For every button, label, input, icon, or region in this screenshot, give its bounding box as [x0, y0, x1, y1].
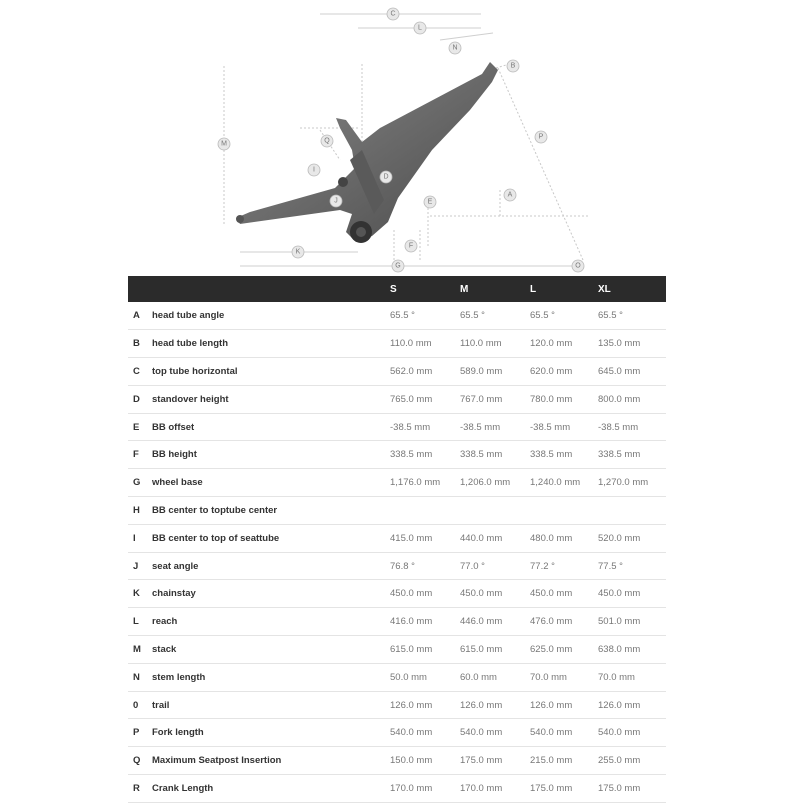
row-value: -38.5 mm [528, 413, 596, 441]
geometry-table [128, 276, 666, 803]
row-value: 126.0 mm [528, 691, 596, 719]
header-size-s: S [390, 283, 397, 295]
row-value: 589.0 mm [458, 358, 528, 386]
row-value: 70.0 mm [528, 663, 596, 691]
row-letter: K [128, 580, 152, 608]
table-row [128, 719, 666, 747]
table-row [128, 330, 666, 358]
row-value [458, 497, 528, 525]
table-row [128, 413, 666, 441]
row-value: 338.5 mm [596, 441, 666, 469]
row-value: 120.0 mm [528, 330, 596, 358]
table-row [128, 663, 666, 691]
row-value: 615.0 mm [458, 636, 528, 664]
row-value: 170.0 mm [388, 775, 458, 803]
dimension-badge-n [449, 42, 461, 54]
row-value: 110.0 mm [458, 330, 528, 358]
table-row [128, 302, 666, 330]
row-value: 70.0 mm [596, 663, 666, 691]
row-value: -38.5 mm [458, 413, 528, 441]
row-value: -38.5 mm [388, 413, 458, 441]
row-value: 1,206.0 mm [458, 469, 528, 497]
svg-text:C: C [390, 10, 396, 18]
row-value: 65.5 ° [528, 302, 596, 330]
row-letter: R [128, 775, 152, 803]
dimension-badge-q [321, 135, 333, 147]
row-label: top tube horizontal [152, 358, 388, 386]
dimension-badge-i [308, 164, 320, 176]
row-label: BB height [152, 441, 388, 469]
svg-text:N: N [452, 44, 458, 52]
dimension-badge-b [507, 60, 519, 72]
row-value: 645.0 mm [596, 358, 666, 386]
row-value: 415.0 mm [388, 524, 458, 552]
row-value: 255.0 mm [596, 747, 666, 775]
row-value: 175.0 mm [458, 747, 528, 775]
svg-text:G: G [395, 262, 401, 270]
row-letter: A [128, 302, 152, 330]
row-label: seat angle [152, 552, 388, 580]
frame-geometry-diagram [0, 0, 800, 276]
svg-text:O: O [575, 262, 581, 270]
row-value: 540.0 mm [388, 719, 458, 747]
row-value: 135.0 mm [596, 330, 666, 358]
table-row [128, 775, 666, 803]
svg-text:B: B [510, 62, 516, 70]
row-value: 175.0 mm [528, 775, 596, 803]
dimension-badge-a [504, 189, 516, 201]
svg-text:I: I [313, 166, 315, 174]
row-value: 338.5 mm [458, 441, 528, 469]
row-value: 215.0 mm [528, 747, 596, 775]
row-value: 450.0 mm [388, 580, 458, 608]
row-value: 540.0 mm [528, 719, 596, 747]
row-value: 60.0 mm [458, 663, 528, 691]
row-value: 450.0 mm [596, 580, 666, 608]
row-letter: C [128, 358, 152, 386]
table-row [128, 524, 666, 552]
svg-text:L: L [418, 24, 422, 32]
row-label: stem length [152, 663, 388, 691]
row-letter: 0 [128, 691, 152, 719]
row-label: chainstay [152, 580, 388, 608]
row-value: 338.5 mm [528, 441, 596, 469]
header-size-l: L [530, 283, 537, 295]
row-value: 77.5 ° [596, 552, 666, 580]
row-letter: H [128, 497, 152, 525]
row-value [388, 497, 458, 525]
row-value: 65.5 ° [596, 302, 666, 330]
table-row [128, 358, 666, 386]
row-label: wheel base [152, 469, 388, 497]
row-letter: I [128, 524, 152, 552]
table-row [128, 441, 666, 469]
row-value: 126.0 mm [388, 691, 458, 719]
header-size-m: M [460, 283, 469, 295]
row-letter: M [128, 636, 152, 664]
table-row [128, 691, 666, 719]
row-value: 76.8 ° [388, 552, 458, 580]
row-label: stack [152, 636, 388, 664]
table-row [128, 385, 666, 413]
dimension-badge-l [414, 22, 426, 34]
row-letter: J [128, 552, 152, 580]
row-value: 625.0 mm [528, 636, 596, 664]
svg-text:J: J [334, 197, 338, 205]
row-label: BB center to top of seattube [152, 524, 388, 552]
dimension-badge-c [387, 8, 399, 20]
row-letter: N [128, 663, 152, 691]
row-value: 126.0 mm [458, 691, 528, 719]
row-value: 620.0 mm [528, 358, 596, 386]
row-letter: P [128, 719, 152, 747]
table-header-row [128, 276, 666, 302]
table-row [128, 580, 666, 608]
svg-text:D: D [383, 173, 389, 181]
row-letter: E [128, 413, 152, 441]
dimension-badge-g [392, 260, 404, 272]
row-value: 150.0 mm [388, 747, 458, 775]
row-label: Crank Length [152, 775, 388, 803]
row-value: 77.0 ° [458, 552, 528, 580]
header-size-xl: XL [598, 283, 611, 295]
row-label: trail [152, 691, 388, 719]
table-row [128, 552, 666, 580]
svg-text:M: M [221, 140, 227, 148]
dimension-badge-d [380, 171, 392, 183]
row-value: -38.5 mm [596, 413, 666, 441]
row-value: 540.0 mm [458, 719, 528, 747]
row-value: 765.0 mm [388, 385, 458, 413]
row-value: 450.0 mm [528, 580, 596, 608]
row-value: 767.0 mm [458, 385, 528, 413]
row-label: Fork length [152, 719, 388, 747]
dimension-badge-m [218, 138, 230, 150]
svg-text:Q: Q [324, 137, 330, 145]
row-label: BB offset [152, 413, 388, 441]
table-row [128, 747, 666, 775]
svg-text:E: E [427, 198, 433, 206]
row-value: 520.0 mm [596, 524, 666, 552]
svg-text:P: P [538, 133, 544, 141]
row-letter: F [128, 441, 152, 469]
row-value: 562.0 mm [388, 358, 458, 386]
row-letter: B [128, 330, 152, 358]
svg-text:K: K [295, 248, 301, 256]
row-value: 50.0 mm [388, 663, 458, 691]
row-value [596, 497, 666, 525]
row-value: 501.0 mm [596, 608, 666, 636]
table-row [128, 469, 666, 497]
svg-text:F: F [408, 242, 414, 250]
row-label: standover height [152, 385, 388, 413]
row-value [528, 497, 596, 525]
row-value: 615.0 mm [388, 636, 458, 664]
row-value: 450.0 mm [458, 580, 528, 608]
row-letter: L [128, 608, 152, 636]
row-value: 170.0 mm [458, 775, 528, 803]
row-label: Maximum Seatpost Insertion [152, 747, 388, 775]
row-value: 110.0 mm [388, 330, 458, 358]
row-value: 476.0 mm [528, 608, 596, 636]
dimension-badge-f [405, 240, 417, 252]
header-letter [128, 276, 152, 302]
row-value: 800.0 mm [596, 385, 666, 413]
row-letter: G [128, 469, 152, 497]
row-value: 65.5 ° [458, 302, 528, 330]
row-value: 175.0 mm [596, 775, 666, 803]
row-label: reach [152, 608, 388, 636]
row-value: 416.0 mm [388, 608, 458, 636]
row-value: 1,270.0 mm [596, 469, 666, 497]
svg-text:A: A [507, 191, 513, 199]
row-value: 1,176.0 mm [388, 469, 458, 497]
row-label: head tube angle [152, 302, 388, 330]
header-label [152, 276, 388, 302]
dimension-badge-e [424, 196, 436, 208]
row-value: 77.2 ° [528, 552, 596, 580]
dimension-badge-o [572, 260, 584, 272]
table-row [128, 608, 666, 636]
row-value: 65.5 ° [388, 302, 458, 330]
dimension-badge-k [292, 246, 304, 258]
row-value: 1,240.0 mm [528, 469, 596, 497]
row-value: 780.0 mm [528, 385, 596, 413]
row-value: 540.0 mm [596, 719, 666, 747]
row-value: 638.0 mm [596, 636, 666, 664]
row-letter: D [128, 385, 152, 413]
dimension-badge-p [535, 131, 547, 143]
row-value: 440.0 mm [458, 524, 528, 552]
row-value: 446.0 mm [458, 608, 528, 636]
row-value: 480.0 mm [528, 524, 596, 552]
row-letter: Q [128, 747, 152, 775]
row-label: BB center to toptube center [152, 497, 388, 525]
table-row [128, 636, 666, 664]
table-row [128, 497, 666, 525]
row-value: 338.5 mm [388, 441, 458, 469]
row-value: 126.0 mm [596, 691, 666, 719]
row-label: head tube length [152, 330, 388, 358]
dimension-badge-j [330, 195, 342, 207]
